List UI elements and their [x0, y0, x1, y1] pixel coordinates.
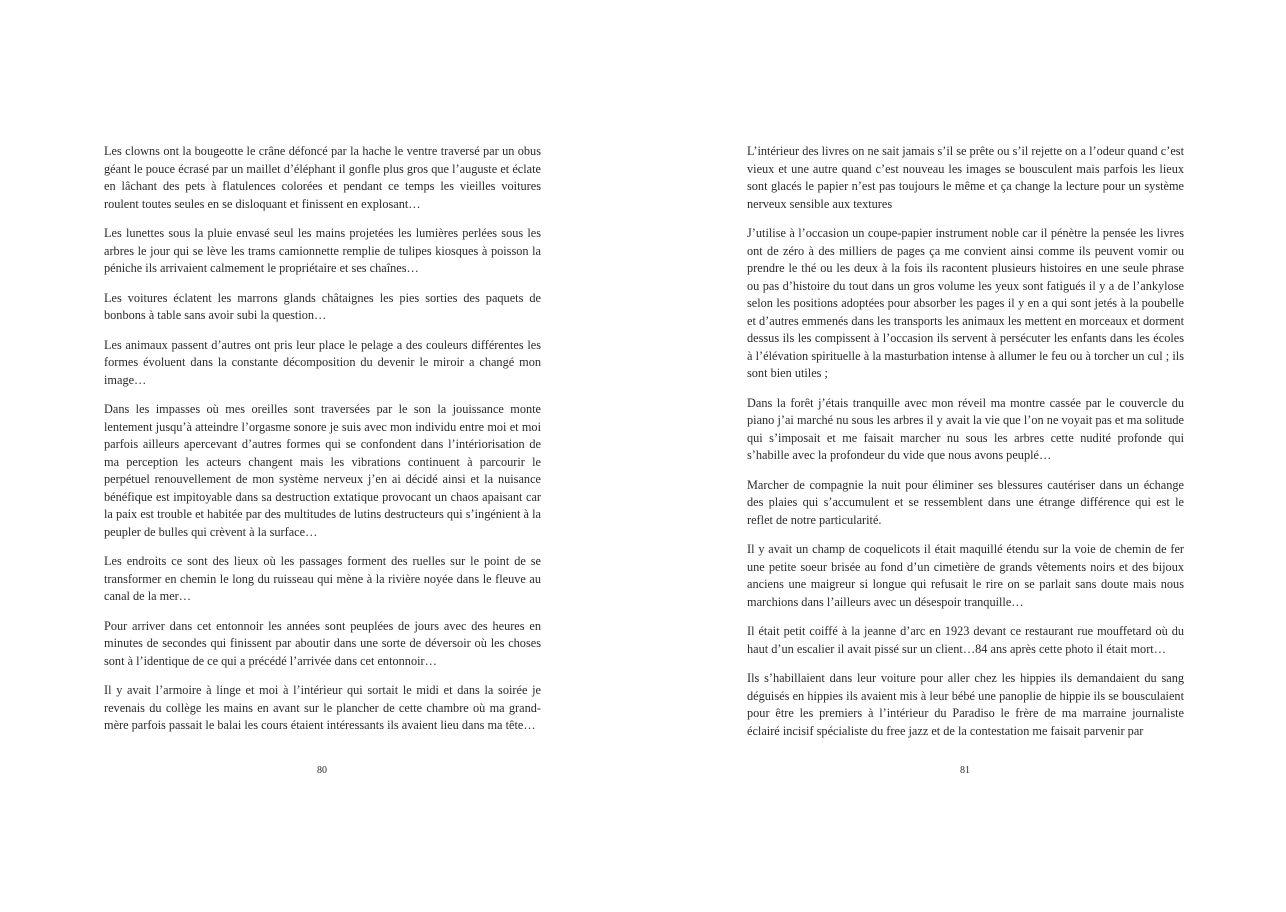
paragraph: Les lunettes sous la pluie envasé seul les mains projetées les lumières perlées sous les arbres le jour qui se lève les trams camionnette remplie de tulipes kiosques à poisson la péniche ils arrivaient calmement le propriétaire et ses chaînes…: [104, 226, 541, 275]
paragraph: Il y avait un champ de coquelicots il était maquillé étendu sur la voie de chemin de fer une petite soeur brisée au fond d’un cimetière de grands vêtements noirs et des bijoux anciens une maigreur si longue qui refusait le rire on se parlait sans doute mais nous marchions dans l’ailleurs avec un désespoir tranquille…: [747, 542, 1184, 609]
right-page-text: [747, 143, 1184, 752]
paragraph: Dans les impasses où mes oreilles sont traversées par le son la jouissance monte lentement jusqu’à atteindre l’orgasme sonore je suis avec mon individu entre moi et moi parfois ailleurs apercevant d’autres formes qui se confondent dans l’intériorisation de ma perception les acteurs changent mais les vibrations continuent à parcourir le perpétuel renouvellement de mon système nerveux j’en ai décidé ainsi et la nuisance bénéfique est impitoyable dans sa destruction extatique provocant un chaos apaisant car la paix est trouble et habitée par des multitudes de lutins destructeurs qui s’ingénient à la peupler de bulles qui crèvent à la surface…: [104, 402, 541, 539]
paragraph: Marcher de compagnie la nuit pour éliminer ses blessures cautériser dans un échange des plaies qui s’accumulent et se ressemblent dans une étrange différence qui est le reflet de notre particularité.: [747, 477, 1184, 527]
paragraph: Dans la forêt j’étais tranquille avec mon réveil ma montre cassée par le couvercle du piano j’ai marché nu sous les arbres il y avait la vie que l’on ne voyait pas et ma solitude qui s’imposait et me faisait marcher nu sous les arbres cette nudité profonde qui s’habille avec la profondeur du vide que nous avons peuplé…: [747, 395, 1184, 462]
paragraph: Les voitures éclatent les marrons glands châtaignes les pies sorties des paquets de bonbons à table sans avoir subi la question…: [104, 290, 541, 322]
paragraph: L’intérieur des livres on ne sait jamais s’il se prête ou s’il rejette on a l’odeur quand c’est vieux et une autre quand c’est nouveau les images se bousculent mais parfois les lieux sont glacés le papier n’est pas toujours le même et ça change la lecture pour un système nerveux sensible aux textures: [747, 144, 1184, 211]
paragraph: Les clowns ont la bougeotte le crâne défoncé par la hache le ventre traversé par un obus géant le pouce écrasé par un maillet d’éléphant il gonfle plus gros que l’auguste et éclate en lâchant des pets à flatulences colorées et pendant ce temps les vieilles voitures roulent toutes seules en se disloquant et finissent en explosant…: [104, 144, 541, 211]
paragraph: J’utilise à l’occasion un coupe-papier instrument noble car il pénètre la pensée les livres ont de zéro à des milliers de pages ça me convient ainsi comme ils peuvent vomir ou prendre le thé ou les deux à la fois ils racontent plusieurs histoires en une seule phrase ou pas d’histoire du tout dans un gros volume les yeux sont fatigués il y a de l’ankylose selon les positions adoptées pour absorber les pages il y en a qui sont jetés à la poubelle et d’autres emmenés dans les transports les animaux les mettent en morceaux et dorment dessus ils les compissent à l’occasion ils servent à persécuter les enfants dans les écoles à l’élévation spirituelle à la masturbation intense à allumer le feu ou à torcher un cul ; ils sont bien utiles ;: [747, 226, 1184, 380]
paragraph: Les endroits ce sont des lieux où les passages forment des ruelles sur le point de se transformer en chemin le long du ruisseau qui mène à la rivière noyée dans le fleuve au canal de la mer…: [104, 554, 541, 603]
paragraph: Il y avait l’armoire à linge et moi à l’intérieur qui sortait le midi et dans la soirée je revenais du collège les mains en avant sur le plancher de cette chambre où ma grand-mère parfois passait le balai les cours étaient intéressants ils avaient lieu dans ma tête…: [104, 683, 541, 732]
paragraph: Les animaux passent d’autres ont pris leur place le pelage a des couleurs différentes les formes évoluent dans la constante décomposition du devenir le miroir a changé mon image…: [104, 337, 541, 387]
paragraph: Il était petit coiffé à la jeanne d’arc en 1923 devant ce restaurant rue mouffetard où du haut d’un escalier il avait pissé sur un client…84 ans après cette photo il était mort…: [747, 624, 1184, 656]
paragraph: Ils s’habillaient dans leur voiture pour aller chez les hippies ils demandaient du sang déguisés en hippies ils avaient mis à leur bébé une panoplie de hippie ils se bousculaient pour être les premiers à l’intérieur du Paradiso le frère de ma marraine journaliste éclairé incisif spécialiste du free jazz et de la contestation me faisait parvenir par: [747, 671, 1184, 738]
page-number: 81: [960, 765, 970, 776]
left-page-text: [104, 143, 541, 747]
right-page: [643, 0, 1286, 912]
paragraph: Pour arriver dans cet entonnoir les années sont peuplées de jours avec des heures en minutes de secondes qui finissent par aboutir dans une sorte de déversoir où les choses sont à l’identique de ce qui a précédé l’arrivée dans cet entonnoir…: [104, 618, 541, 668]
page-number: 80: [317, 765, 327, 776]
